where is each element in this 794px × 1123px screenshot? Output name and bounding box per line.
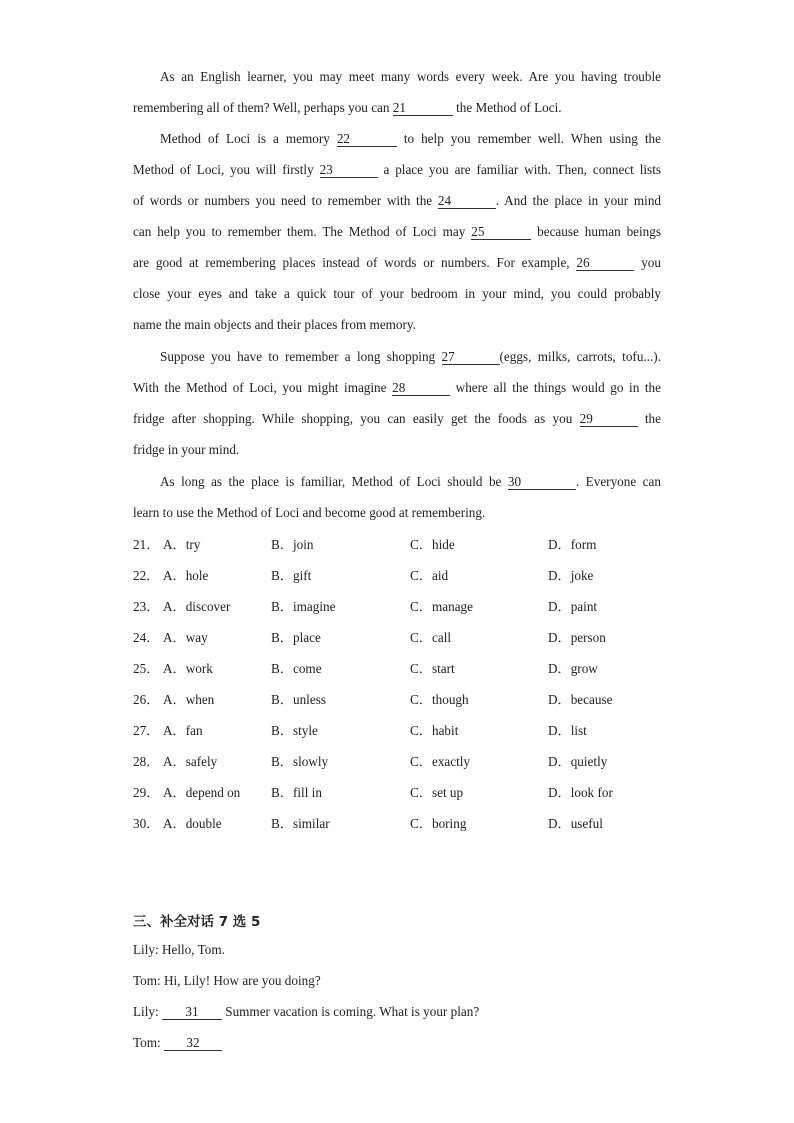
option-d[interactable]: D．look for [548, 785, 613, 800]
option-d[interactable]: D．person [548, 630, 606, 645]
passage-line [133, 309, 661, 340]
passage-paragraph [133, 341, 661, 465]
answer-blank-31[interactable]: 31 [162, 1004, 222, 1020]
option-d[interactable]: D．because [548, 692, 613, 707]
question-number: 30． [133, 816, 160, 831]
passage-text: . And the place in your mind [495, 193, 662, 208]
option-b[interactable]: B．join [271, 537, 314, 552]
option-b[interactable]: B．fill in [271, 785, 322, 800]
question-row [133, 746, 673, 777]
passage-line [133, 434, 661, 465]
question-row [133, 653, 673, 684]
option-a[interactable]: A．discover [163, 599, 231, 614]
passage-line [133, 185, 661, 216]
passage-text: a place you are familiar with. Then, connect lists [377, 162, 661, 177]
question-number: 25． [133, 661, 160, 676]
passage-text: Method of Loci is a memory [160, 131, 337, 146]
answer-blank-22[interactable]: 22 [337, 131, 397, 147]
question-number: 22． [133, 568, 160, 583]
question-row [133, 684, 673, 715]
option-b[interactable]: B．slowly [271, 754, 329, 769]
option-b[interactable]: B．style [271, 723, 318, 738]
option-c[interactable]: C．start [410, 661, 455, 676]
option-a[interactable]: A．hole [163, 568, 209, 583]
dialog-text: Summer vacation is coming. What is your plan? [221, 1004, 480, 1019]
question-row [133, 622, 673, 653]
dialog-line [133, 965, 479, 996]
option-c[interactable]: C．boring [410, 816, 467, 831]
option-d[interactable]: D．useful [548, 816, 603, 831]
passage-line [133, 247, 661, 278]
question-number: 23． [133, 599, 160, 614]
option-c[interactable]: C．hide [410, 537, 455, 552]
option-b[interactable]: B．come [271, 661, 322, 676]
passage-line [133, 497, 661, 528]
answer-blank-24[interactable]: 24 [438, 193, 496, 209]
passage-text: . Everyone can [575, 474, 661, 489]
passage-text: the [637, 411, 661, 426]
answer-blank-30[interactable]: 30 [508, 474, 576, 490]
passage-line [133, 403, 661, 434]
option-b[interactable]: B．place [271, 630, 321, 645]
option-c[interactable]: C．exactly [410, 754, 471, 769]
option-c[interactable]: C．habit [410, 723, 459, 738]
option-b[interactable]: B．similar [271, 816, 330, 831]
option-a[interactable]: A．depend on [163, 785, 241, 800]
option-c[interactable]: C．though [410, 692, 469, 707]
passage-line [133, 92, 661, 123]
passage-line [133, 372, 661, 403]
question-row [133, 591, 673, 622]
passage-text: are good at remembering places instead of words or numbers. For example, [133, 255, 577, 270]
dialog-line [133, 1027, 479, 1058]
answer-blank-28[interactable]: 28 [392, 380, 450, 396]
passage-text: you [634, 255, 661, 270]
dialog-line [133, 996, 479, 1027]
passage-text: can help you to remember them. The Method of Loci may [133, 224, 472, 239]
passage-text: With the Method of Loci, you might imagine [133, 380, 393, 395]
option-d[interactable]: D．list [548, 723, 587, 738]
option-d[interactable]: D．form [548, 537, 597, 552]
option-c[interactable]: C．manage [410, 599, 473, 614]
question-number: 27． [133, 723, 160, 738]
answer-blank-21[interactable]: 21 [393, 100, 453, 116]
passage-line [133, 341, 661, 372]
passage-text: fridge after shopping. While shopping, you can easily get the foods as you [133, 411, 580, 426]
passage-text: because human beings [531, 224, 661, 239]
passage-line [133, 123, 661, 154]
option-a[interactable]: A．double [163, 816, 222, 831]
answer-options [133, 529, 673, 839]
option-d[interactable]: D．grow [548, 661, 598, 676]
section-title: 三、补全对话 7 选 5 [133, 914, 261, 930]
passage-line [133, 154, 661, 185]
option-d[interactable]: D．paint [548, 599, 598, 614]
dialog-line [133, 934, 479, 965]
option-b[interactable]: B．imagine [271, 599, 336, 614]
question-number: 24． [133, 630, 160, 645]
passage-line [133, 61, 661, 92]
option-a[interactable]: A．way [163, 630, 208, 645]
option-c[interactable]: C．call [410, 630, 452, 645]
question-row [133, 777, 673, 808]
passage-text: of words or numbers you need to remember with the [133, 193, 438, 208]
passage-text: remembering all of them? Well, perhaps you can [133, 100, 393, 115]
question-number: 28． [133, 754, 160, 769]
option-a[interactable]: A．safely [163, 754, 218, 769]
question-row [133, 808, 673, 839]
question-number: 26． [133, 692, 160, 707]
dialog [133, 934, 479, 1058]
passage-text: where all the things would go in the [450, 380, 661, 395]
passage-paragraph [133, 466, 661, 528]
option-a[interactable]: A．try [163, 537, 201, 552]
option-a[interactable]: A．fan [163, 723, 203, 738]
passage-text: As an English learner, you may meet many words every week. Are you having trouble [160, 69, 661, 84]
passage-text: learn to use the Method of Loci and become good at remembering. [133, 505, 486, 520]
answer-blank-25[interactable]: 25 [471, 224, 531, 240]
dialog-text: Lily: Hello, Tom. [133, 942, 225, 957]
dialog-text: Tom: Hi, Lily! How are you doing? [133, 973, 321, 988]
passage-text: to help you remember well. When using the [396, 131, 661, 146]
option-d[interactable]: D．quietly [548, 754, 608, 769]
question-row [133, 715, 673, 746]
passage-text: As long as the place is familiar, Method of Loci should be [160, 474, 508, 489]
dialog-text: Tom: [133, 1035, 164, 1050]
answer-blank-32[interactable]: 32 [164, 1035, 222, 1051]
passage-text: close your eyes and take a quick tour of your bedroom in your mind, you could probably [133, 286, 661, 301]
passage-text: fridge in your mind. [133, 442, 240, 457]
passage-line [133, 278, 661, 309]
question-number: 21． [133, 537, 160, 552]
option-c[interactable]: C．set up [410, 785, 464, 800]
option-d[interactable]: D．joke [548, 568, 594, 583]
option-c[interactable]: C．aid [410, 568, 449, 583]
passage-line [133, 216, 661, 247]
passage-text: Suppose you have to remember a long shopping [160, 349, 442, 364]
passage-text: the Method of Loci. [452, 100, 562, 115]
question-row [133, 529, 673, 560]
question-row [133, 560, 673, 591]
option-a[interactable]: A．work [163, 661, 213, 676]
passage-paragraph [133, 123, 661, 340]
answer-blank-23[interactable]: 23 [320, 162, 378, 178]
dialog-text: Lily: [133, 1004, 162, 1019]
question-number: 29． [133, 785, 160, 800]
answer-blank-29[interactable]: 29 [580, 411, 638, 427]
answer-blank-27[interactable]: 27 [442, 349, 500, 365]
passage-text: (eggs, milks, carrots, tofu...). [499, 349, 661, 364]
passage-text: Method of Loci, you will firstly [133, 162, 320, 177]
option-b[interactable]: B．gift [271, 568, 312, 583]
option-b[interactable]: B．unless [271, 692, 326, 707]
passage-line [133, 466, 661, 497]
answer-blank-26[interactable]: 26 [576, 255, 634, 271]
passage-text: name the main objects and their places from memory. [133, 317, 416, 332]
option-a[interactable]: A．when [163, 692, 215, 707]
passage-paragraph [133, 61, 661, 123]
